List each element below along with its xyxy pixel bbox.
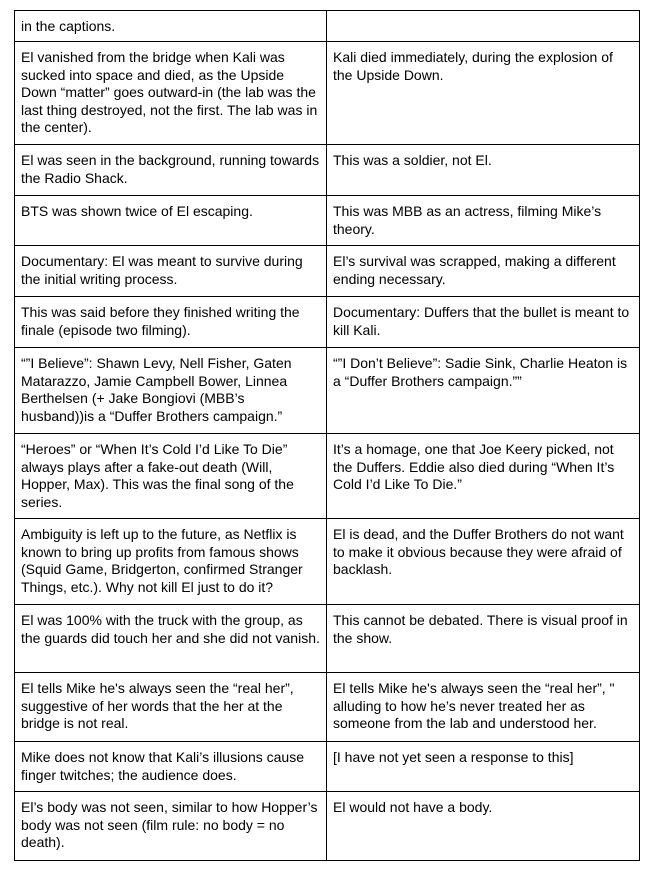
table-cell-right: This was a soldier, not El. xyxy=(327,145,640,196)
table-cell-left: Mike does not know that Kali’s illusions cause finger twitches; the audience does. xyxy=(15,742,327,792)
table-row xyxy=(15,196,640,246)
table-cell-left: Documentary: El was meant to survive during the initial writing process. xyxy=(15,246,327,297)
table-row xyxy=(15,348,640,434)
table-cell-right: This cannot be debated. There is visual proof in the show. xyxy=(327,605,640,673)
table-cell-left: Ambiguity is left up to the future, as Netflix is known to bring up profits from famous shows (Squid Game, Bridgerton, confirmed Stranger Things, etc.). Why not kill El just to do it? xyxy=(15,519,327,605)
table-row xyxy=(15,246,640,297)
table-cell-right: [I have not yet seen a response to this] xyxy=(327,742,640,792)
table-cell-right: El would not have a body. xyxy=(327,792,640,861)
table-cell-left: El was seen in the background, running towards the Radio Shack. xyxy=(15,145,327,196)
table-cell-right: Documentary: Duffers that the bullet is meant to kill Kali. xyxy=(327,297,640,348)
table-cell-left: El tells Mike he's always seen the “real her”, suggestive of her words that the her at the bridge is not real. xyxy=(15,673,327,742)
table-row xyxy=(15,792,640,861)
table-cell-right: This was MBB as an actress, filming Mike’s theory. xyxy=(327,196,640,246)
table-cell-right xyxy=(327,11,640,42)
table-cell-left: “Heroes” or “When It’s Cold I’d Like To Die” always plays after a fake-out death (Will, Hopper, Max). This was the final song of the series. xyxy=(15,434,327,519)
table-row xyxy=(15,42,640,145)
table-cell-left: El was 100% with the truck with the group, as the guards did touch her and she did not vanish. xyxy=(15,605,327,673)
table-cell-right: El tells Mike he's always seen the “real her”, " alluding to how he’s never treated her as someone from the lab and understood her. xyxy=(327,673,640,742)
table-cell-left: BTS was shown twice of El escaping. xyxy=(15,196,327,246)
table-row xyxy=(15,605,640,673)
table-row xyxy=(15,11,640,42)
table-cell-right: El is dead, and the Duffer Brothers do not want to make it obvious because they were afraid of backlash. xyxy=(327,519,640,605)
table-row xyxy=(15,673,640,742)
table-cell-right: El’s survival was scrapped, making a different ending necessary. xyxy=(327,246,640,297)
table-row xyxy=(15,742,640,792)
table-cell-right: It’s a homage, one that Joe Keery picked, not the Duffers. Eddie also died during “When It’s Cold I’d Like To Die.” xyxy=(327,434,640,519)
table-cell-left: “”I Believe”: Shawn Levy, Nell Fisher, Gaten Matarazzo, Jamie Campbell Bower, Linnea Berthelsen (+ Jake Bongiovi (MBB’s husband))is a “Duffer Brothers campaign.” xyxy=(15,348,327,434)
debate-table xyxy=(14,10,640,861)
table-cell-left: This was said before they finished writing the finale (episode two filming). xyxy=(15,297,327,348)
table-cell-left: El vanished from the bridge when Kali was sucked into space and died, as the Upside Down “matter” goes outward-in (the lab was the last thing destroyed, not the first. The lab was in the center). xyxy=(15,42,327,145)
table-row xyxy=(15,297,640,348)
table-row xyxy=(15,434,640,519)
table-cell-right: “”I Don’t Believe”: Sadie Sink, Charlie Heaton is a “Duffer Brothers campaign.”” xyxy=(327,348,640,434)
table-cell-right: Kali died immediately, during the explosion of the Upside Down. xyxy=(327,42,640,145)
table-cell-left: El’s body was not seen, similar to how Hopper’s body was not seen (film rule: no body = no death). xyxy=(15,792,327,861)
table-row xyxy=(15,145,640,196)
table-row xyxy=(15,519,640,605)
table-cell-left: in the captions. xyxy=(15,11,327,42)
